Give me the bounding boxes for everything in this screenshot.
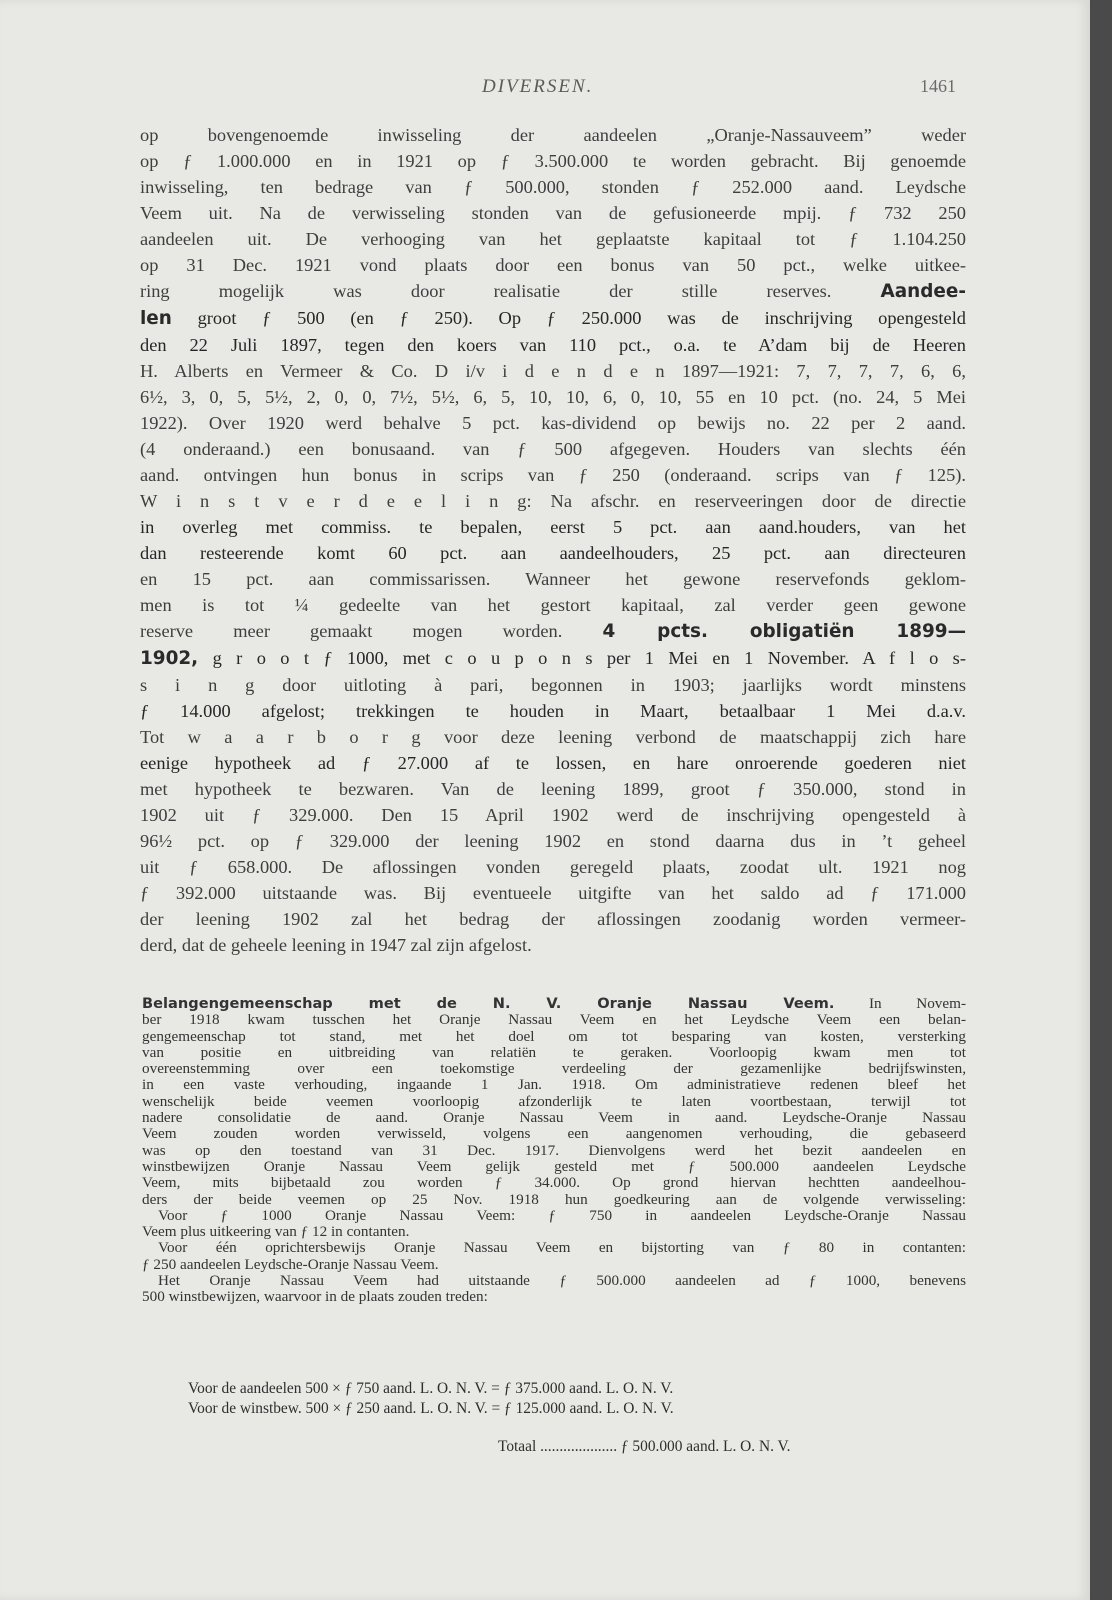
text-line: inwisseling, ten bedrage van ƒ 500.000, stonden ƒ 252.000 aand. Leydsche xyxy=(140,177,966,197)
text-segment: groot ƒ 500 (en ƒ 250). Op ƒ 250.000 was de inschrijving opengesteld xyxy=(197,308,966,328)
text-segment: H. Alberts en Vermeer & Co. xyxy=(140,361,418,381)
text-line xyxy=(140,358,966,384)
text-line: 1902 uit ƒ 329.000. Den 15 April 1902 werd de inschrijving opengesteld à xyxy=(140,805,966,825)
spaced-term-aflos: A f l o s- xyxy=(862,648,966,668)
text-segment: In Novem- xyxy=(869,995,967,1012)
text-segment: per 1 Mei en 1 November. xyxy=(606,648,849,668)
text-line xyxy=(140,672,966,698)
text-line: Veem plus uitkeering van ƒ 12 in contanten. xyxy=(142,1223,410,1241)
text-line xyxy=(142,996,966,1012)
spaced-term-tot-waarborg: Tot w a a r b o r g xyxy=(140,727,421,747)
text-line: 96½ pct. op ƒ 329.000 der leening 1902 en stond daarna dus in ’t geheel xyxy=(140,831,966,851)
text-line: aand. ontvingen hun bonus in scrips van ƒ 250 (onderaand. scrips van ƒ 125). xyxy=(140,465,966,485)
text-line: uit ƒ 658.000. De aflossingen vonden geregeld plaats, zoodat ult. 1921 nog xyxy=(140,857,966,877)
text-line: Voor ƒ 1000 Oranje Nassau Veem: ƒ 750 in aandeelen Leydsche-Oranje Nassau xyxy=(158,1206,966,1224)
text-line: op ƒ 1.000.000 en in 1921 op ƒ 3.500.000 te worden gebracht. Bij genoemde xyxy=(140,151,966,171)
text-line: winstbewijzen Oranje Nassau Veem gelijk gesteld met ƒ 500.000 aandeelen Leydsche xyxy=(142,1157,966,1175)
text-line: Voor één oprichtersbewijs Oranje Nassau Veem en bijstorting van ƒ 80 in contanten: xyxy=(158,1239,966,1257)
text-line xyxy=(140,488,966,514)
spaced-term-sing: s i n g xyxy=(140,675,255,695)
spaced-term-dividenden: D i/v i d e n d e n xyxy=(434,361,665,381)
main-paragraph xyxy=(140,122,966,958)
page-number: 1461 xyxy=(920,76,956,96)
text-segment: door uitloting à pari, begonnen in 1903; jaarlijks wordt minstens xyxy=(282,675,966,695)
spaced-term-coupons: c o u p o n s xyxy=(444,648,593,668)
text-line: 1922). Over 1920 werd behalve 5 pct. kas-dividend op bewijs no. 22 per 2 aand. xyxy=(140,413,966,433)
text-line: op bovengenoemde inwisseling der aandeelen „Oranje-Nassauveem” weder xyxy=(140,125,966,145)
text-line: derd, dat de geheele leening in 1947 zal zijn afgelost. xyxy=(140,935,532,955)
text-line xyxy=(140,305,966,332)
text-line: eenige hypotheek ad ƒ 27.000 af te lossen, en hare onroerende goederen niet xyxy=(140,753,966,773)
text-line: in overleg met commiss. te bepalen, eerst 5 pct. aan aand.houders, van het xyxy=(140,517,966,537)
text-segment: 1897—1921: 7, 7, 7, 7, 6, 6, xyxy=(682,361,966,381)
text-line: op 31 Dec. 1921 vond plaats door een bonus van 50 pct., welke uitkee- xyxy=(140,255,966,275)
running-head xyxy=(0,76,1090,100)
text-line: Veem zouden worden verwisseld, volgens een aangenomen verhouding, die gebaseerd xyxy=(142,1125,966,1143)
text-line: 6½, 3, 0, 5, 5½, 2, 0, 0, 7½, 5½, 6, 5, 10, 10, 6, 0, 10, 55 en 10 pct. (no. 24, 5 Mei xyxy=(140,387,966,407)
text-line xyxy=(140,278,966,305)
text-line xyxy=(140,645,966,672)
text-line: ƒ 14.000 afgelost; trekkingen te houden in Maart, betaalbaar 1 Mei d.a.v. xyxy=(140,701,966,721)
text-segment: ƒ 1000, met xyxy=(323,648,431,668)
text-line: der leening 1902 zal het bedrag der aflossingen zoodanig worden vermeer- xyxy=(140,909,966,929)
text-line: met hypotheek te bezwaren. Van de leening 1899, groot ƒ 350.000, stond in xyxy=(140,779,966,799)
conversion-line-profit-certificates: Voor de winstbew. 500 × ƒ 250 aand. L. O. N. V. = ƒ 125.000 aand. L. O. N. V. xyxy=(188,1400,674,1417)
text-line: wenschelijk beide veemen voorloopig afzonderlijk te laten voortbestaan, terwijl tot xyxy=(142,1092,966,1110)
spaced-term-groot: g r o o t xyxy=(212,648,310,668)
text-segment: ring mogelijk was door realisatie der stille reserves. xyxy=(140,281,832,301)
scan-border xyxy=(1090,0,1112,1600)
conversion-line-shares: Voor de aandeelen 500 × ƒ 750 aand. L. O. N. V. = ƒ 375.000 aand. L. O. N. V. xyxy=(188,1380,674,1397)
spaced-term-winstverdeeling: W i n s t v e r d e e l i n g: xyxy=(140,491,532,511)
text-line: Veem, mits bijbetaald zou worden ƒ 34.000. Op grond hiervan hechtten aandeelhou- xyxy=(142,1174,966,1192)
text-line: Het Oranje Nassau Veem had uitstaande ƒ 500.000 aandeelen ad ƒ 1000, benevens xyxy=(158,1272,966,1290)
bold-term-obligatien: 4 pcts. obligatiën 1899— xyxy=(602,621,966,642)
section-paragraph xyxy=(142,996,966,1306)
running-title: DIVERSEN. xyxy=(482,76,594,97)
text-line: overeenstemming over een toekomstige verdeeling der gezamenlijke bedrijfswinsten, xyxy=(142,1060,966,1078)
text-line xyxy=(140,618,966,645)
text-line: ber 1918 kwam tusschen het Oranje Nassau Veem en het Leydsche Veem een belan- xyxy=(142,1011,966,1029)
text-line: gengemeenschap tot stand, met het doel om tot besparing van kosten, versterking xyxy=(142,1027,966,1045)
text-segment: reserve meer gemaakt mogen worden. xyxy=(140,621,563,641)
text-line: ƒ 250 aandeelen Leydsche-Oranje Nassau Veem. xyxy=(142,1255,439,1273)
bold-term-1902: 1902, xyxy=(140,648,199,669)
text-line: (4 onderaand.) een bonusaand. van ƒ 500 afgegeven. Houders van slechts één xyxy=(140,439,966,459)
text-line: ƒ 392.000 uitstaande was. Bij eventueele uitgifte van het saldo ad ƒ 171.000 xyxy=(140,883,966,903)
text-line: ders der beide veemen op 25 Nov. 1918 hun goedkeuring aan de volgende verwisseling: xyxy=(142,1190,966,1208)
text-segment: voor deze leening verbond de maatschappij zich hare xyxy=(443,727,966,747)
text-line: aandeelen uit. De verhooging van het geplaatste kapitaal tot ƒ 1.104.250 xyxy=(140,229,966,249)
text-segment: Na afschr. en reserveeringen door de directie xyxy=(550,491,966,511)
section-heading: Belangengemeenschap met de N. V. Oranje Nassau Veem. xyxy=(142,995,835,1012)
bold-term-len: len xyxy=(140,308,172,329)
text-line: nadere consolidatie de aand. Oranje Nassau Veem in aand. Leydsche-Oranje Nassau xyxy=(142,1109,966,1127)
text-line: 500 winstbewijzen, waarvoor in de plaats zouden treden: xyxy=(142,1288,488,1306)
text-line: men is tot ¼ gedeelte van het gestort kapitaal, zal verder geen gewone xyxy=(140,595,966,615)
text-line: den 22 Juli 1897, tegen den koers van 110 pct., o.a. te A’dam bij de Heeren xyxy=(140,335,966,355)
text-line: in een vaste verhouding, ingaande 1 Jan. 1918. Om administratieve redenen bleef het xyxy=(142,1076,966,1094)
total-line: Totaal .................... ƒ 500.000 aand. L. O. N. V. xyxy=(498,1438,791,1455)
text-line xyxy=(140,724,966,750)
text-line: en 15 pct. aan commissarissen. Wanneer het gewone reservefonds geklom- xyxy=(140,569,966,589)
text-line: was op den toestand van 31 Dec. 1917. Dienvolgens werd het bezit aandeelen en xyxy=(142,1141,966,1159)
text-line: dan resteerende komt 60 pct. aan aandeelhouders, 25 pct. aan directeuren xyxy=(140,543,966,563)
text-line: Veem uit. Na de verwisseling stonden van de gefusioneerde mpij. ƒ 732 250 xyxy=(140,203,966,223)
text-line: van positie en uitbreiding van relatiën te geraken. Voorloopig kwam men tot xyxy=(142,1043,966,1061)
bold-term-aandeelen: Aandee- xyxy=(880,281,966,302)
